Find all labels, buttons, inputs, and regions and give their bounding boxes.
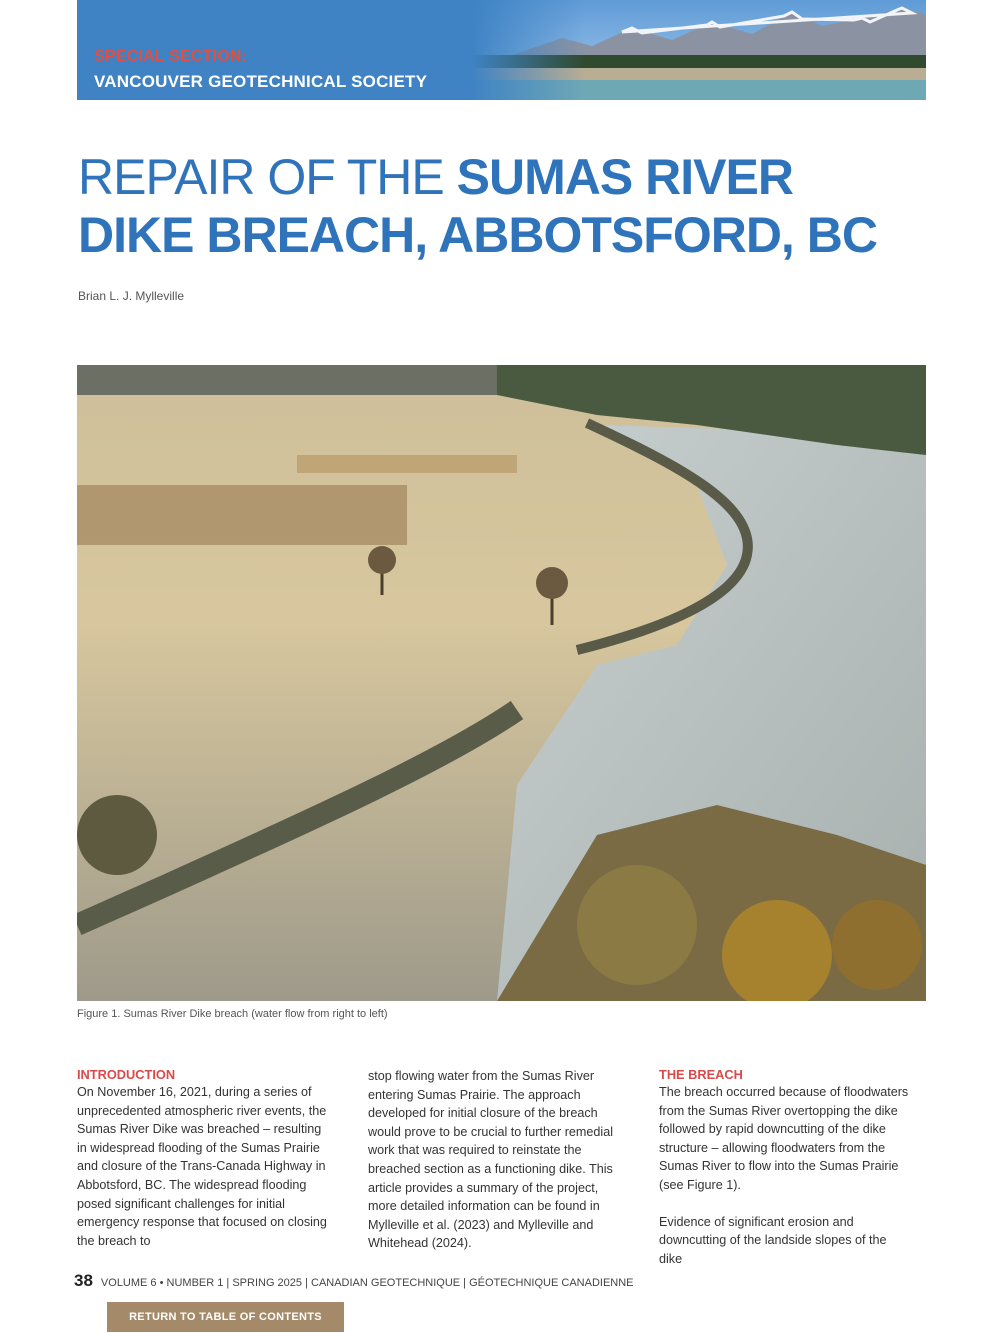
title-bold-part: SUMAS RIVER (456, 149, 793, 205)
title-light-part: REPAIR OF THE (78, 149, 457, 205)
dike-breach-photo (77, 365, 926, 1001)
article-title (78, 148, 938, 264)
title-line-2: DIKE BREACH, ABBOTSFORD, BC (78, 207, 877, 263)
mountain-landscape-photo (472, 0, 926, 100)
breach-heading: THE BREACH (659, 1067, 743, 1082)
breach-text-1: The breach occurred because of floodwaters from the Sumas River overtopping the dike followed by rapid downcutting of the dike structure – allowing floodwaters from the Sumas River to flow into the Sumas Prairie (see Figure 1). (659, 1085, 909, 1192)
page-footer (74, 1271, 634, 1291)
column-2-text: stop flowing water from the Sumas River entering Sumas Prairie. The approach developed for initial closure of the breach would prove to be crucial to further remedial work that was required to reinstate the breached section as a functioning dike. This article provides a summary of the project, more detailed information can be found in Mylleville et al. (2023) and Mylleville and Whitehead (2024). (368, 1069, 614, 1251)
society-name: VANCOUVER GEOTECHNICAL SOCIETY (94, 72, 428, 91)
column-3 (659, 1067, 911, 1286)
column-2 (368, 1067, 620, 1271)
introduction-heading: INTRODUCTION (77, 1067, 176, 1082)
figure-caption: Figure 1. Sumas River Dike breach (water flow from right to left) (77, 1008, 388, 1020)
introduction-text: On November 16, 2021, during a series of unprecedented atmospheric river events, the Sumas River Dike was breached – resulting in widespread flooding of the Sumas Prairie and closure of the Trans-Canada Highway in Abbotsford, BC. The widespread flooding posed significant challenges for initial emergency response that focused on closing the breach to (77, 1085, 327, 1248)
column-1 (77, 1067, 329, 1268)
issue-info: VOLUME 6 • NUMBER 1 | SPRING 2025 | CANADIAN GEOTECHNIQUE | GÉOTECHNIQUE CANADIENNE (100, 1277, 634, 1289)
breach-text-2: Evidence of significant erosion and downcutting of the landside slopes of the dike (659, 1214, 887, 1266)
special-section-label: SPECIAL SECTION: (94, 48, 248, 65)
section-banner (77, 0, 926, 100)
return-to-toc-button[interactable]: RETURN TO TABLE OF CONTENTS (107, 1302, 344, 1332)
author-byline: Brian L. J. Mylleville (78, 289, 185, 303)
page-number: 38 (74, 1271, 93, 1290)
